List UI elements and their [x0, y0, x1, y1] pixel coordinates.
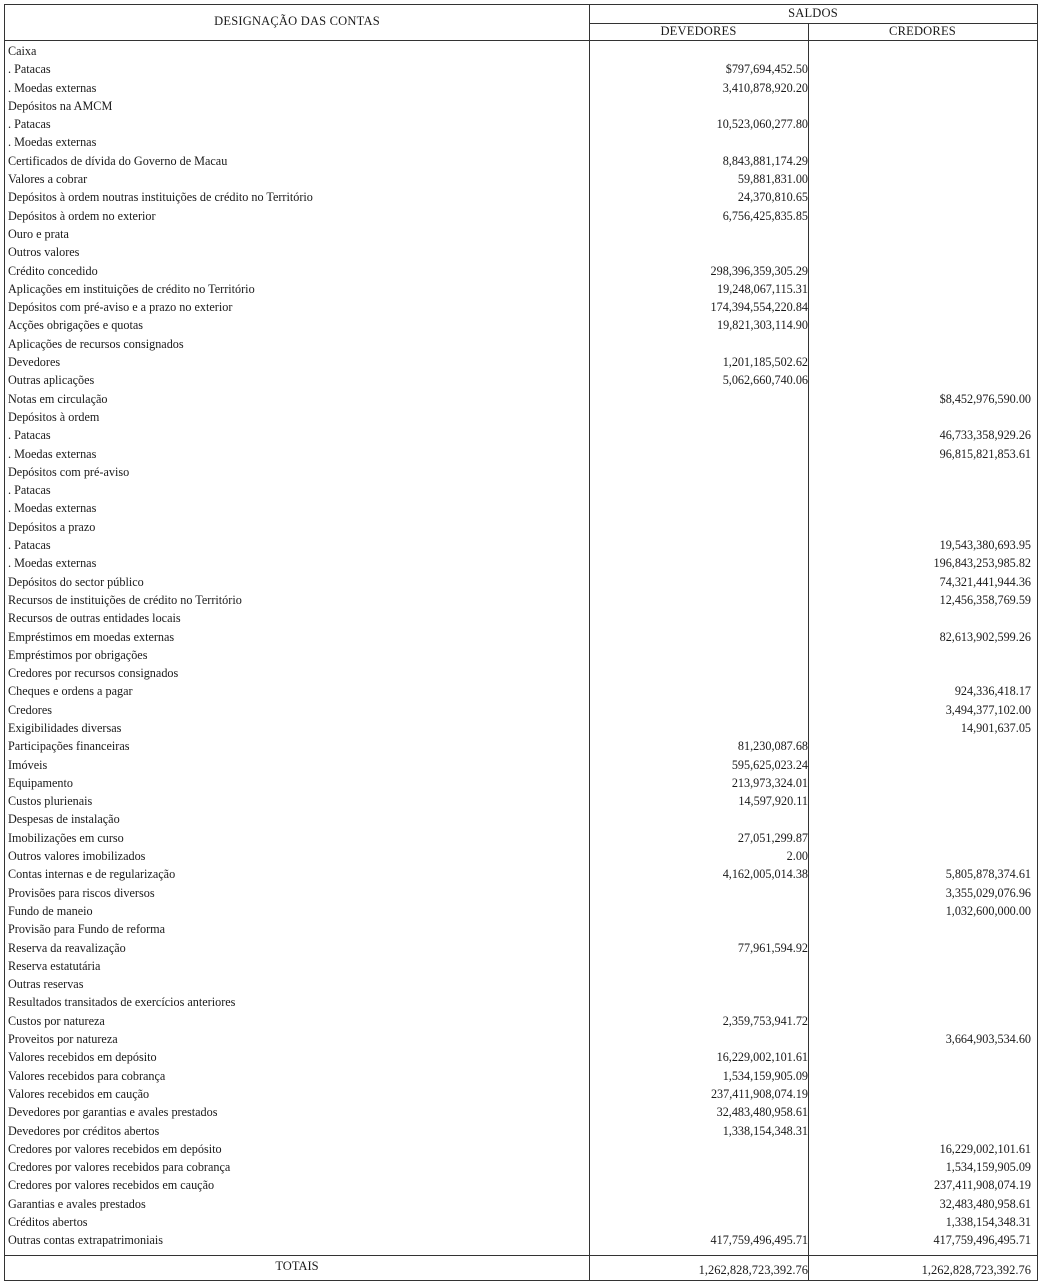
credores-value: 3,355,029,076.96	[945, 885, 1031, 900]
account-name: Resultados transitados de exercícios anteriores	[8, 995, 236, 1010]
devedores-value: 8,843,881,174.29	[722, 153, 808, 168]
credores-value: 3,494,377,102.00	[945, 702, 1031, 717]
account-name: . Patacas	[8, 117, 51, 132]
table-row	[5, 207, 1037, 225]
account-name: Credores	[8, 702, 52, 717]
account-name: Empréstimos em moedas externas	[8, 629, 175, 644]
account-name: Provisão para Fundo de reforma	[8, 922, 166, 937]
devedores-value: 16,229,002,101.61	[716, 1050, 808, 1065]
account-name: . Moedas externas	[8, 446, 97, 461]
table-row	[5, 1085, 1037, 1103]
balance-sheet	[4, 4, 1038, 1281]
credores-value: 96,815,821,853.61	[939, 446, 1031, 461]
account-name: Recursos de instituições de crédito no Território	[8, 592, 242, 607]
totals-label: TOTAIS	[275, 1259, 319, 1273]
table-row	[5, 408, 1037, 426]
account-name: Proveitos por natureza	[8, 1032, 118, 1047]
credores-value: 417,759,496,495.71	[933, 1233, 1031, 1248]
account-name: Aplicações de recursos consignados	[8, 336, 184, 351]
table-row	[5, 1122, 1037, 1140]
table-row	[5, 737, 1037, 755]
devedores-value: 1,534,159,905.09	[722, 1068, 808, 1083]
account-name: Caixa	[8, 44, 37, 58]
table-row	[5, 1030, 1037, 1048]
table-row	[5, 133, 1037, 151]
credores-value: 16,229,002,101.61	[939, 1141, 1031, 1156]
table-row	[5, 847, 1037, 865]
account-name: Imobilizações em curso	[8, 830, 124, 845]
account-name: Participações financeiras	[8, 739, 130, 754]
devedores-value: 237,411,908,074.19	[710, 1086, 808, 1101]
account-rows	[5, 42, 1037, 1250]
devedores-value: 77,961,594.92	[737, 940, 808, 955]
account-name: . Patacas	[8, 428, 51, 443]
account-name: Credores por valores recebidos em caução	[8, 1178, 215, 1193]
table-row	[5, 573, 1037, 591]
account-name: Custos plurienais	[8, 794, 93, 809]
table-row	[5, 554, 1037, 572]
devedores-value: 19,821,303,114.90	[717, 318, 808, 333]
account-name: Depósitos na AMCM	[8, 98, 113, 113]
devedores-value: 1,201,185,502.62	[722, 355, 808, 370]
account-name: . Patacas	[8, 62, 51, 77]
account-name: Despesas de instalação	[8, 812, 120, 827]
account-name: Equipamento	[8, 775, 73, 790]
table-row	[5, 371, 1037, 389]
table-row	[5, 1140, 1037, 1158]
account-name: . Patacas	[8, 483, 51, 498]
credores-value: 196,843,253,985.82	[933, 556, 1031, 571]
devedores-value: 213,973,324.01	[731, 775, 808, 790]
table-row	[5, 353, 1037, 371]
header-divider	[5, 40, 1037, 41]
account-name: Provisões para riscos diversos	[8, 885, 155, 900]
table-row	[5, 426, 1037, 444]
table-row	[5, 719, 1037, 737]
account-name: Depósitos à ordem	[8, 409, 100, 424]
table-row	[5, 1231, 1037, 1249]
credores-value: 924,336,418.17	[954, 684, 1031, 699]
table-row	[5, 646, 1037, 664]
account-name: Valores recebidos em depósito	[8, 1050, 157, 1065]
credores-value: 1,338,154,348.31	[945, 1215, 1031, 1229]
totals-credores: 1,262,828,723,392.76	[921, 1263, 1031, 1277]
header-credores: CREDORES	[889, 24, 956, 38]
table-row	[5, 664, 1037, 682]
table-row	[5, 60, 1037, 78]
account-name: . Moedas externas	[8, 501, 97, 516]
table-row	[5, 536, 1037, 554]
table-row	[5, 682, 1037, 700]
table-row	[5, 884, 1037, 902]
credores-value: 3,664,903,534.60	[945, 1032, 1031, 1047]
credores-value: 1,032,600,000.00	[945, 903, 1031, 918]
credores-value: 237,411,908,074.19	[933, 1178, 1031, 1193]
account-name: Imóveis	[8, 757, 48, 772]
account-name: Outras contas extrapatrimoniais	[8, 1233, 164, 1248]
devedores-value: 2,359,753,941.72	[722, 1013, 808, 1028]
table-row	[5, 865, 1037, 883]
account-name: Depósitos a prazo	[8, 519, 96, 534]
account-name: . Moedas externas	[8, 135, 97, 150]
account-name: Acções obrigações e quotas	[8, 318, 144, 333]
table-row	[5, 115, 1037, 133]
account-name: Cheques e ordens a pagar	[8, 684, 133, 699]
table-row	[5, 792, 1037, 810]
credores-value: 46,733,358,929.26	[939, 428, 1031, 443]
account-name: Fundo de maneio	[8, 903, 93, 918]
account-name: Garantias e avales prestados	[8, 1196, 146, 1211]
table-row	[5, 902, 1037, 920]
devedores-value: 14,597,920.11	[738, 794, 808, 809]
table-row	[5, 920, 1037, 938]
devedores-value: 595,625,023.24	[731, 757, 808, 772]
table-row	[5, 1213, 1037, 1231]
credores-value: 14,901,637.05	[960, 720, 1031, 735]
devedores-value: 417,759,496,495.71	[710, 1233, 808, 1248]
devedores-value: 4,162,005,014.38	[722, 867, 808, 882]
account-name: Credores por valores recebidos para cobrança	[8, 1160, 231, 1175]
table-row	[5, 170, 1037, 188]
table-row	[5, 42, 1037, 60]
credores-value: 32,483,480,958.61	[939, 1196, 1031, 1211]
table-row	[5, 335, 1037, 353]
account-name: Depósitos à ordem no exterior	[8, 208, 156, 223]
account-name: Outras reservas	[8, 977, 84, 992]
table-row	[5, 609, 1037, 627]
account-name: Valores recebidos em caução	[8, 1086, 150, 1101]
devedores-value: 32,483,480,958.61	[716, 1105, 808, 1120]
account-name: Crédito concedido	[8, 263, 98, 278]
account-name: Exigibilidades diversas	[8, 720, 122, 735]
devedores-value: 19,248,067,115.31	[717, 281, 808, 296]
account-name: Recursos de outras entidades locais	[8, 611, 181, 626]
account-name: Credores por valores recebidos em depósito	[8, 1141, 222, 1156]
devedores-value: 298,396,359,305.29	[710, 263, 808, 278]
header-designacao: DESIGNAÇÃO DAS CONTAS	[214, 14, 380, 28]
account-name: . Moedas externas	[8, 556, 97, 571]
account-name: Valores recebidos para cobrança	[8, 1068, 166, 1083]
account-name: Credores por recursos consignados	[8, 666, 179, 681]
account-name: Reserva estatutária	[8, 958, 101, 973]
account-name: Valores a cobrar	[8, 172, 88, 187]
devedores-value: 59,881,831.00	[737, 172, 808, 187]
devedores-value: 24,370,810.65	[737, 190, 808, 205]
totals-devedores: 1,262,828,723,392.76	[698, 1263, 808, 1277]
table-row	[5, 518, 1037, 536]
totals-row	[5, 1256, 1037, 1282]
table-row	[5, 993, 1037, 1011]
table-row	[5, 1012, 1037, 1030]
account-name: Outros valores imobilizados	[8, 849, 146, 864]
devedores-value: 10,523,060,277.80	[716, 117, 808, 132]
table-row	[5, 463, 1037, 481]
table-row	[5, 499, 1037, 517]
account-name: Devedores por créditos abertos	[8, 1123, 160, 1138]
account-name: Custos por natureza	[8, 1013, 105, 1028]
account-name: Certificados de dívida do Governo de Macau	[8, 153, 228, 168]
table-row	[5, 701, 1037, 719]
account-name: Devedores	[8, 355, 61, 370]
table-row	[5, 97, 1037, 115]
devedores-value: 6,756,425,835.85	[722, 208, 808, 223]
table-row	[5, 756, 1037, 774]
account-name: Reserva da reavalização	[8, 940, 126, 955]
devedores-value: 174,394,554,220.84	[710, 300, 808, 315]
credores-value: 19,543,380,693.95	[939, 538, 1031, 553]
table-row	[5, 1067, 1037, 1085]
credores-value: 1,534,159,905.09	[945, 1160, 1031, 1175]
account-name: . Moedas externas	[8, 80, 97, 95]
table-row	[5, 1103, 1037, 1121]
devedores-value: 1,338,154,348.31	[722, 1123, 808, 1138]
table-row	[5, 810, 1037, 828]
account-name: Empréstimos por obrigações	[8, 647, 148, 662]
account-name: Outras aplicações	[8, 373, 95, 388]
devedores-value: 3,410,878,920.20	[722, 80, 808, 95]
credores-value: 74,321,441,944.36	[939, 574, 1031, 589]
account-name: Depósitos com pré-aviso	[8, 464, 130, 479]
table-row	[5, 774, 1037, 792]
devedores-value: 81,230,087.68	[737, 739, 808, 754]
account-name: Devedores por garantias e avales prestados	[8, 1105, 218, 1120]
table-row	[5, 188, 1037, 206]
credores-value: 82,613,902,599.26	[939, 629, 1031, 644]
table-row	[5, 628, 1037, 646]
table-row	[5, 243, 1037, 261]
table-row	[5, 975, 1037, 993]
table-row	[5, 280, 1037, 298]
table-row	[5, 481, 1037, 499]
account-name: . Patacas	[8, 538, 51, 553]
credores-value: 12,456,358,769.59	[939, 592, 1031, 607]
account-name: Contas internas e de regularização	[8, 867, 176, 882]
account-name: Outros valores	[8, 245, 80, 260]
table-row	[5, 445, 1037, 463]
table-row	[5, 316, 1037, 334]
devedores-value: 5,062,660,740.06	[722, 373, 808, 388]
table-row	[5, 591, 1037, 609]
table-row	[5, 152, 1037, 170]
table-row	[5, 829, 1037, 847]
table-row	[5, 225, 1037, 243]
account-name: Depósitos do sector público	[8, 574, 144, 589]
table-row	[5, 1195, 1037, 1213]
table-row	[5, 939, 1037, 957]
header-devedores: DEVEDORES	[660, 24, 737, 38]
account-name: Depósitos à ordem noutras instituições de crédito no Território	[8, 190, 313, 205]
table-row	[5, 262, 1037, 280]
table-row	[5, 298, 1037, 316]
table-row	[5, 1048, 1037, 1066]
credores-value: $8,452,976,590.00	[939, 391, 1031, 406]
header-saldos: SALDOS	[788, 6, 838, 20]
table-row	[5, 957, 1037, 975]
account-name: Ouro e prata	[8, 226, 69, 241]
account-name: Créditos abertos	[8, 1215, 88, 1229]
table-row	[5, 1158, 1037, 1176]
table-row	[5, 390, 1037, 408]
table-row	[5, 79, 1037, 97]
devedores-value: 2.00	[786, 849, 808, 864]
credores-value: 5,805,878,374.61	[945, 867, 1031, 882]
account-name: Aplicações em instituições de crédito no Território	[8, 281, 255, 296]
account-name: Depósitos com pré-aviso e a prazo no exterior	[8, 300, 233, 315]
devedores-value: 27,051,299.87	[737, 830, 808, 845]
account-name: Notas em circulação	[8, 391, 108, 406]
table-row	[5, 1176, 1037, 1194]
devedores-value: $797,694,452.50	[725, 62, 808, 77]
